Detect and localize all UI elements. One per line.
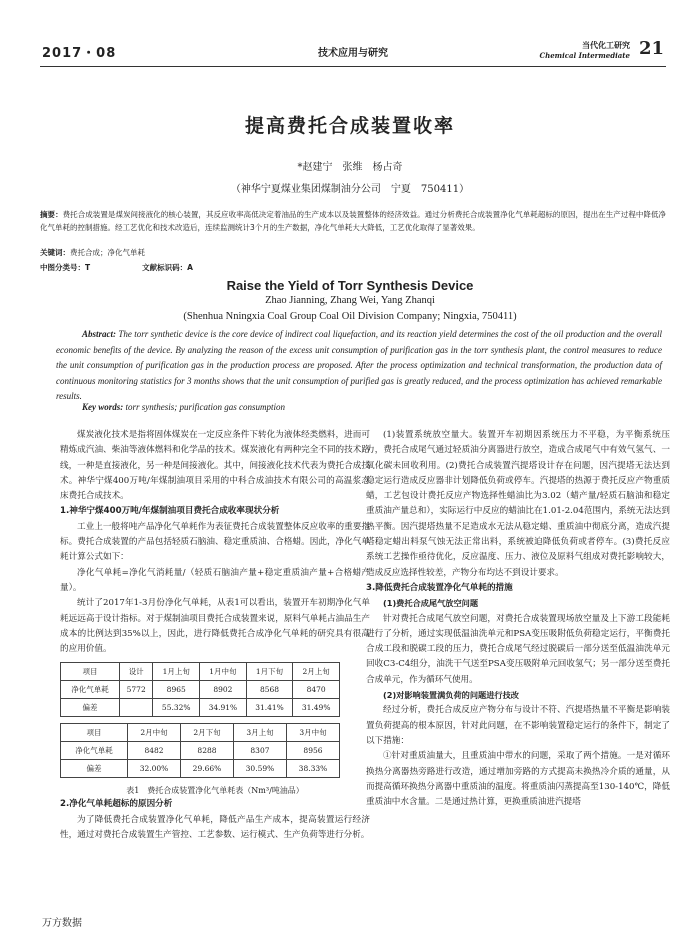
table-cell: 2月上旬 (293, 663, 340, 681)
keywords-en-text: torr synthesis; purification gas consumption (125, 402, 285, 412)
subsection-heading: (2)对影响装置满负荷的问题进行技改 (383, 690, 519, 701)
table-cell: 1月下旬 (246, 663, 293, 681)
table-cell: 3月中旬 (286, 724, 339, 742)
journal-name (540, 41, 630, 61)
table-cell: 偏差 (61, 760, 128, 778)
keywords-cn-label: 关键词： (40, 248, 70, 257)
table-cell: 5772 (119, 681, 152, 699)
classification (40, 262, 666, 273)
section-3-heading: 3.降低费托合成装置净化气单耗的措施 (366, 582, 513, 593)
paragraph: 经过分析，费托合成反应产物分布与设计不符、汽提塔热量不平衡是影响装置负荷提高的根本原因，针对此问题，在不影响装置稳定运行的条件下，制定了以下措施： (366, 705, 670, 746)
table-cell: 净化气单耗 (61, 681, 120, 699)
keywords-cn-text: 费托合成；净化气单耗 (70, 248, 145, 257)
affiliation-en: (Shenhua Nningxia Coal Group Coal Oil Division Company; Ningxia, 750411) (183, 311, 517, 322)
table-row (61, 760, 340, 778)
table-cell: 32.00% (128, 760, 181, 778)
abstract-cn-text: 费托合成装置是煤炭间接液化的核心装置，其反应收率高低决定着油品的生产成本以及装置整体的经济效益。通过分析费托合成装置净化气单耗超标的原因，提出在生产过程中降低净化气单耗的控制措施。经工艺优化和技术改造后，连续监测统计3个月的生产数据，净化气单耗大大降低，工艺优化取得了显著效果。 (40, 210, 667, 232)
table-cell: 2月下旬 (180, 724, 233, 742)
table-cell: 31.41% (246, 699, 293, 717)
paragraph: 工业上一般将吨产品净化气单耗作为表征费托合成装置整体反应收率的重要指标。费托合成装置的产品包括轻质石脑油、稳定重质油、合格蜡。因此，净化气单耗计算公式如下： (60, 521, 370, 563)
table-cell: 8965 (153, 681, 200, 699)
section-2-heading: 2.净化气单耗超标的原因分析 (60, 799, 173, 810)
table-cell: 8902 (200, 681, 247, 699)
journal-name-en: Chemical Intermediate (539, 51, 630, 60)
table-cell: 2月中旬 (128, 724, 181, 742)
table-cell: 30.59% (233, 760, 286, 778)
authors-cn: *赵建宁 张维 杨占奇 (297, 162, 403, 173)
table-caption: 表1 费托合成装置净化气单耗表（Nm³/吨油品） (126, 786, 304, 796)
table-cell: 38.33% (286, 760, 339, 778)
abstract-en (56, 327, 662, 405)
table-cell: 1月中旬 (200, 663, 247, 681)
table-cell: 1月上旬 (153, 663, 200, 681)
title-en: Raise the Yield of Torr Synthesis Device (226, 278, 474, 293)
document-code: 文献标识码：A (142, 263, 193, 272)
header-rule (40, 66, 666, 67)
table-cell: 8956 (286, 742, 339, 760)
intro-paragraph: 煤炭液化技术是指将固体煤炭在一定反应条件下转化为液体经类燃料，进而可精炼成汽油、柴油等液体燃料和化学品的技术。煤炭液化有两种完全不同的技术路线，一种是直接液化，另一种是间接液化。其中，间接液化技术代表为费托合成技术。神华宁煤400万吨/年煤制油项目采用的中科合成油技术有限公司的高温浆态床费托合成技术。 (60, 430, 370, 502)
paragraph: (1)装置系统放空量大。装置开车初期因系统压力不平稳，为平衡系统压力，费托合成尾气通过轻质油分离器进行放空，造成合成尾气中有效气氢气、一氧化碳未回收利用。(2)费托合成装置汽提塔设计存在问题，因汽提塔无法达到稳定运行造成反应器非计划降低负荷或停车。汽提塔的热源于费托反应产物重质蜡，工艺包设计费托反应产物选择性蜡油比为3.02（蜡产量/轻质石脑油和稳定重质油产量总和），实际运行中反应的蜡油比在1.01-2.04范围内，系统无法达到热平衡。因汽提塔热量不足造成水无法从稳定蜡、重质油中彻底分离，造成汽提塔稳定蜡出料泵气蚀无法正常出料，系统被迫降低负荷或者停车。(3)费托反应系统工艺操作亟待优化，反应温度、压力、液位及原料气组成对费托影响较大，造成反应选择性较差，产物分布均达不到设计要求。 (366, 430, 670, 578)
page-number: 21 (638, 38, 664, 59)
footer-watermark: 万方数据 (42, 918, 82, 929)
table-cell: 偏差 (61, 699, 120, 717)
section-title: 技术应用与研究 (318, 48, 388, 59)
table-cell: 31.49% (293, 699, 340, 717)
table-cell: 29.66% (180, 760, 233, 778)
consumption-table-1 (60, 662, 340, 717)
table-cell (119, 699, 152, 717)
journal-name-cn: 当代化工研究 (582, 41, 630, 50)
keywords-en (82, 402, 285, 412)
abstract-en-label: Abstract: (82, 329, 117, 339)
table-header-row (61, 663, 340, 681)
paragraph: 为了降低费托合成装置净化气单耗，降低产品生产成本，提高装置运行经济性，通过对费托合成装置生产管控、工艺参数、运行模式、生产负荷等进行分析。 (60, 814, 370, 841)
table-row (61, 681, 340, 699)
table-cell: 项目 (61, 663, 120, 681)
abstract-cn-label: 摘要： (40, 210, 63, 219)
formula-paragraph: 净化气单耗=净化气消耗量/（轻质石脑油产量+稳定重质油产量+合格蜡产量）。 (60, 567, 370, 593)
paragraph: 统计了2017年1-3月份净化气单耗，从表1可以看出，装置开车初期净化气单耗远远高于设计指标。对于煤制油项目费托合成装置来说，原料气单耗占油品生产成本的比例达到35%以上，因此，进行降低费托合成净化气单耗的研究具有很高的应用价值。 (60, 598, 370, 655)
body-left-column (60, 428, 370, 843)
table-cell: 8482 (128, 742, 181, 760)
title-cn: 提高费托合成装置收率 (244, 115, 455, 137)
table-cell: 8470 (293, 681, 340, 699)
paragraph: ①针对重质油量大，且重质油中带水的问题，采取了两个措施。一是对循环换热分离器热旁路进行改造，通过增加旁路的方式提高未换热冷介质的通量，从而提高循环换热分离器中重质油的温度。将重质油闪蒸提高至130-140℃，降低重质油中水含量。二是通过热计算，更换重质油进汽提塔 (366, 751, 670, 808)
consumption-table-2 (60, 723, 340, 778)
table-cell: 55.32% (153, 699, 200, 717)
table-cell: 3月上旬 (233, 724, 286, 742)
section-1-heading: 1.神华宁煤400万吨/年煤制油项目费托合成收率现状分析 (60, 506, 280, 517)
affiliation-cn: （神华宁夏煤业集团煤制油分公司 宁夏 750411） (230, 184, 470, 195)
table-cell: 项目 (61, 724, 128, 742)
subsection-heading: (1)费托合成尾气放空问题 (383, 598, 479, 609)
keywords-en-label: Key words: (82, 402, 124, 412)
table-cell: 设计 (119, 663, 152, 681)
page-header (42, 38, 664, 64)
table-row (61, 699, 340, 717)
table-cell: 8568 (246, 681, 293, 699)
body-right-column (366, 428, 670, 810)
abstract-en-text: The torr synthetic device is the core device of indirect coal liquefaction, and its reaction yield determines the cost of the oil production and the overall economic benefits of the device. By analyzing the reason of the excess unit consumption of purification gas in the torr synthesis plant, the control measures to reduce the unit consumption of purification gas in the production process are proposed. After the process optimization and technical transformation, the production data of continuous monitoring statistics for 3 months shows that the unit consumption of purified gas is greatly reduced, and the process optimization has achieved remarkable results. (56, 329, 662, 401)
table-header-row (61, 724, 340, 742)
table-cell: 净化气单耗 (61, 742, 128, 760)
paragraph: 针对费托合成尾气放空问题，对费托合成装置现场放空量及上下游工段能耗进行了分析，通过实现低温油洗单元和PSA变压吸附低负荷稳定运行，平衡费托合成工段和脱碳工段的压力，费托合成尾气经过脱碳后一部分送至低温油洗单元回收C3-C4组分，油洗干气送至PSA变压吸附单元回收氢气；另一部分送至费托合成单元，作为循环气使用。 (366, 613, 670, 685)
table-cell: 8288 (180, 742, 233, 760)
issue-number: 2017・08 (42, 46, 117, 61)
table-cell: 8307 (233, 742, 286, 760)
table-row (61, 742, 340, 760)
table-cell: 34.91% (200, 699, 247, 717)
keywords-cn (40, 247, 666, 258)
authors-en: Zhao Jianning, Zhang Wei, Yang Zhanqi (265, 295, 435, 306)
abstract-cn (40, 208, 666, 234)
clc-number: 中图分类号：T (40, 263, 91, 272)
